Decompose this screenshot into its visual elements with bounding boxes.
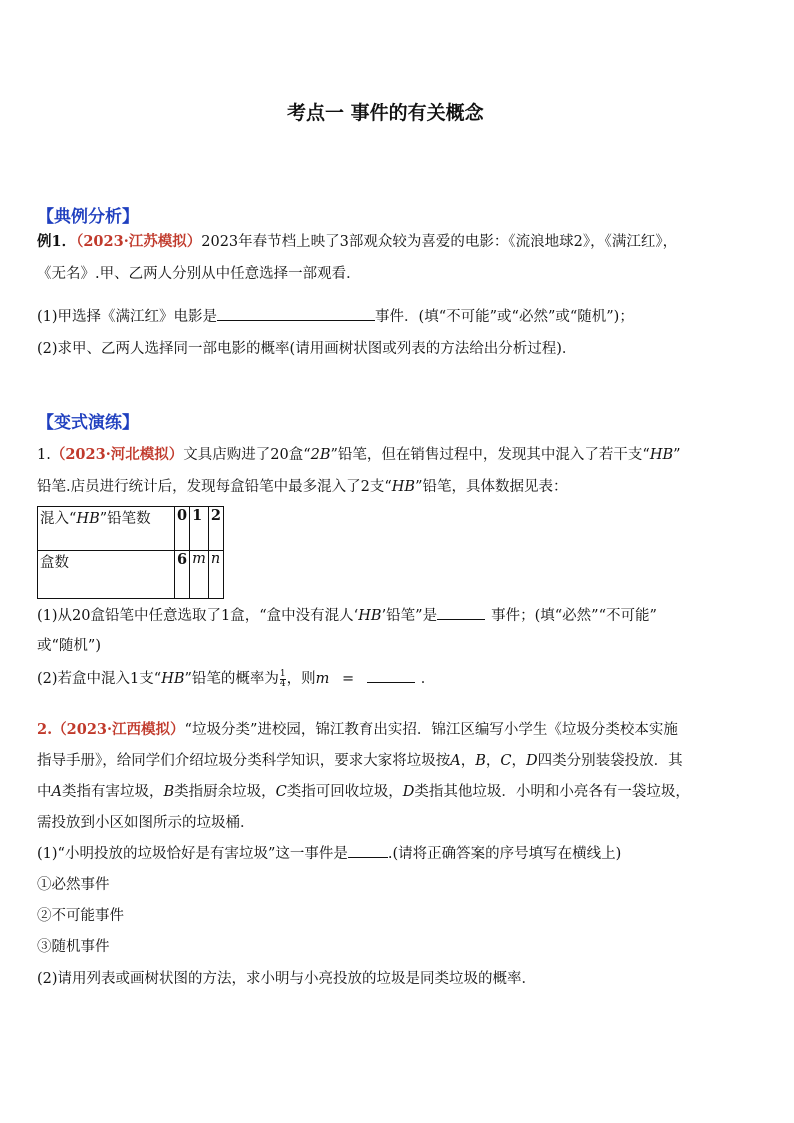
problem-2-question-2: (2)请用列表或画树状图的方法，求小明与小亮投放的垃圾是同类垃圾的概率． [37,971,537,987]
problem-1-question-2 [37,667,435,689]
math: A [51,784,62,800]
math: HB [76,511,100,527]
table-cell: n [208,551,223,599]
problem-2-question-1 [37,842,621,863]
math: m [315,671,330,687]
text: 类指可回收垃圾， [286,784,403,800]
text: ”铅笔，具体数据见表： [415,479,568,495]
text: ， [460,753,476,769]
answer-blank[interactable] [437,605,485,620]
math: 2B [310,447,331,463]
problem-2-line-1 [37,718,678,739]
math: C [500,753,512,769]
text: (1)“小明投放的垃圾恰好是有害垃圾”这一事件是 [37,846,348,862]
example-label: 例1． [37,233,77,250]
table-header-cell: 盒数 [38,551,175,599]
text: ． [420,671,436,687]
question-text: (1)甲选择《满江红》电影是 [37,309,218,325]
table-header-cell [38,507,175,551]
text: 文具店购进了20盒“ [183,447,311,463]
text: ” [673,447,681,463]
table-cell: 6 [175,551,190,599]
option-2: ②不可能事件 [37,908,124,924]
table-cell: m [190,551,209,599]
problem-2-line-2 [37,749,683,770]
text: (2)若盒中混入1支“ [37,671,162,687]
answer-blank[interactable] [348,843,388,858]
denominator: 4 [279,678,286,689]
text: .(请将正确答案的序号填写在横线上) [387,846,622,862]
example-source: （2023·江苏模拟） [76,233,202,250]
problem-2-line-4: 需投放到小区如图所示的垃圾桶． [37,815,255,831]
problem-2-line-3 [37,780,690,801]
section-heading-examples: 【典例分析】 [37,207,139,227]
text: ”铅笔，但在销售过程中，发现其中混入了若干支“ [330,447,650,463]
text: ’铅笔”是 [381,608,438,624]
text: 四类分别装袋投放．其 [537,753,683,769]
text: 铅笔.店员进行统计后，发现每盒铅笔中最多混入了2支“ [37,479,392,495]
text: 指导手册》，给同学们介绍垃圾分类科学知识，要求大家将垃圾按 [37,753,451,769]
table-cell: 0 [175,507,190,551]
text: ”铅笔的概率为 [184,671,279,687]
problem-number: 2. [37,721,53,738]
section-heading-practice: 【变式演练】 [37,413,139,433]
text: ， [485,753,501,769]
text: 类指厨余垃圾， [174,784,276,800]
text: = [337,671,359,687]
page-title: 考点一 事件的有关概念 [287,102,484,124]
text: 混入“ [40,511,77,527]
math: A [450,753,461,769]
numerator: 1 [279,668,286,679]
math: B [163,784,175,800]
text: (1)从20盒铅笔中任意选取了1盒，“盒中没有混人‘ [37,608,359,624]
problem-1-line-1 [37,443,681,464]
fraction [280,670,286,689]
problem-source: （2023·江西模拟） [52,721,185,738]
math: D [526,753,538,769]
data-table [37,506,224,599]
answer-blank[interactable] [367,668,415,683]
table-row [38,551,224,599]
text: 类指有害垃圾， [61,784,164,800]
example-1-question-2: (2)求甲、乙两人选择同一部电影的概率(请用画树状图或列表的方法给出分析过程)． [37,341,577,357]
math: D [402,784,415,800]
problem-1-line-2 [37,475,567,496]
table-cell: 1 [190,507,209,551]
answer-blank[interactable] [217,306,375,321]
text: 类指其他垃圾．小明和小亮各有一袋垃圾， [414,784,690,800]
option-1: ①必然事件 [37,877,110,893]
math: B [475,753,486,769]
problem-1-question-1-cont: 或“随机”) [37,638,101,654]
math: HB [391,479,416,495]
question-text: 事件．(填“不可能”或“必然”或“随机”)； [375,309,634,325]
text: 事件；(填“必然”“不可能” [491,608,657,624]
text: ， [511,753,526,769]
text: 中 [37,784,52,800]
example-1-question-1 [37,305,634,326]
math: HB [161,671,185,687]
table-row [38,507,224,551]
math: HB [649,447,674,463]
text: “垃圾分类”进校园，锦江教育出实招．锦江区编写小学生《垃圾分类校本实施 [184,722,678,738]
problem-source: （2023·河北模拟） [50,446,184,463]
example-1-line-1 [37,230,677,251]
math: HB [358,608,382,624]
text: ”铅笔数 [99,511,151,527]
math: C [275,784,287,800]
example-text: 2023年春节档上映了3部观众较为喜爱的电影：《流浪地球2》，《满江红》， [201,234,678,250]
problem-number: 1. [37,447,51,463]
option-3: ③随机事件 [37,939,110,955]
example-1-line-2: 《无名》.甲、乙两人分别从中任意选择一部观看． [37,266,361,282]
table-cell: 2 [208,507,223,551]
text: ，则 [286,671,316,687]
problem-1-question-1 [37,604,657,625]
